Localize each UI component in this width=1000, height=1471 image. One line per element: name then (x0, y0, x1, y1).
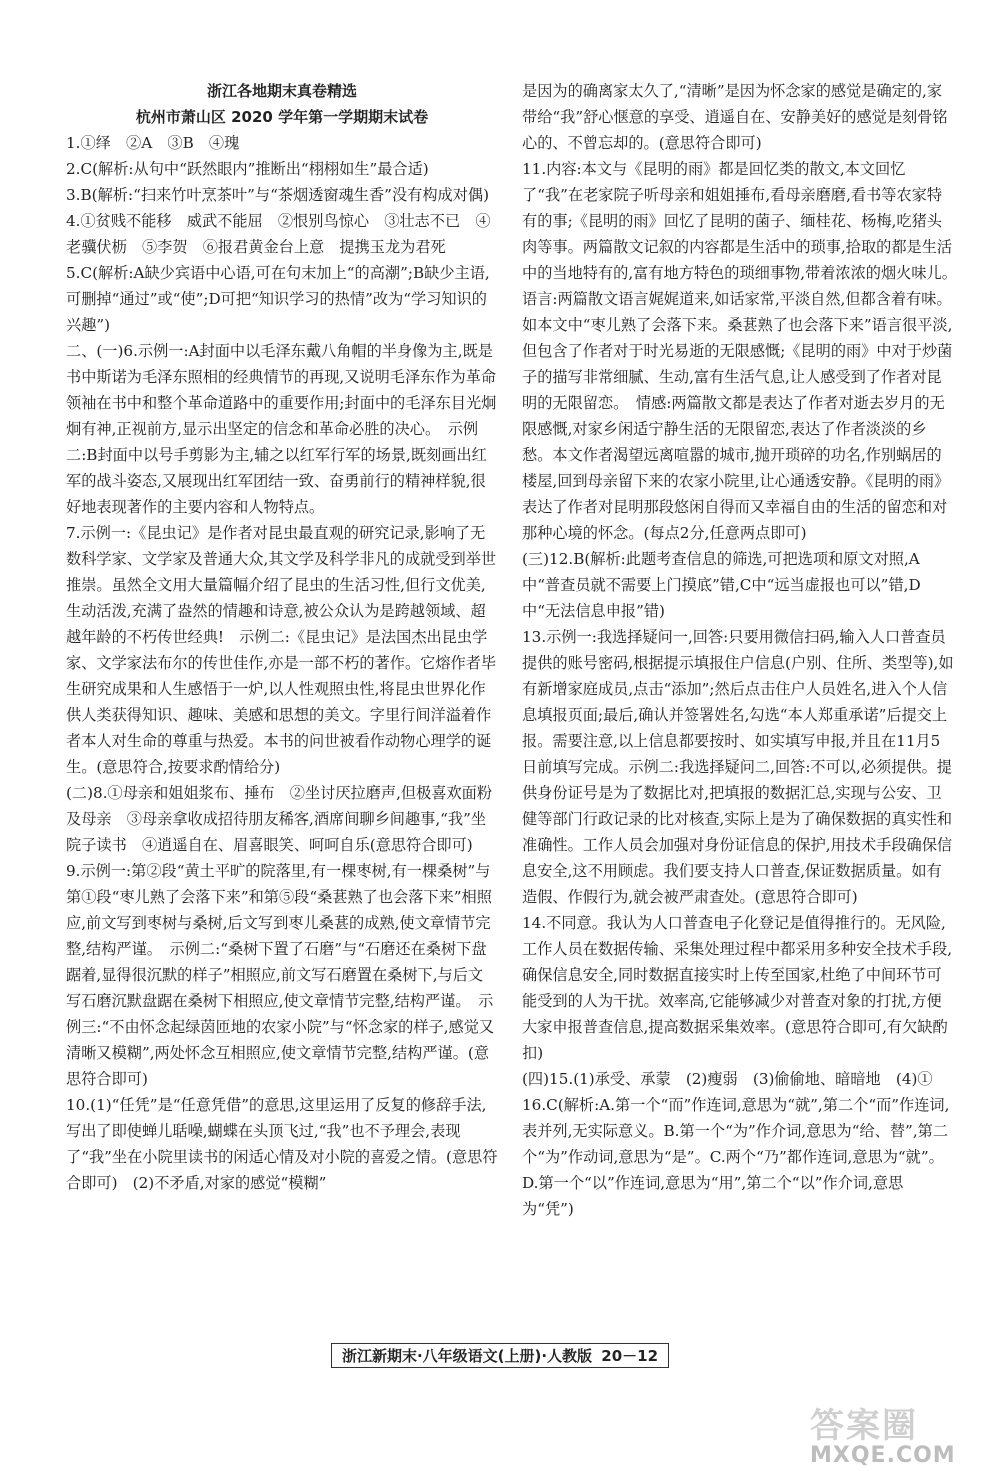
right-column (522, 78, 965, 1222)
answer-item: 1.①绎 ②A ③B ④瑰 (66, 134, 240, 152)
answer-item: 11.内容:本文与《昆明的雨》都是回忆类的散文,本文回忆了“我”在老家院子听母亲和姐姐捶布,看母亲磨磨,看书等农家特有的事;《昆明的雨》回忆了昆明的菌子、缅桂花、杨梅,吃猪头肉等事。两篇散文记叙的内容都是生活中的琐事,拾取的都是生活中的当地特有的,富有地方特色的琐细事物,带着浓浓的烟火味儿。 语言:两篇散文语言娓娓道来,如话家常,平淡自然,但都含着有味。如本文中“枣儿熟了会落下来。桑葚熟了也会落下来”语言很平淡,但包含了作者对于时光易逝的无限感慨;《昆明的雨》中对于炒菌子的描写非常细腻、生动,富有生活气息,让人感受到了作者对昆明的无限留恋。 情感:两篇散文都是表达了作者对逝去岁月的无限感慨,对家乡闲适宁静生活的无限留恋,表达了作者淡淡的乡愁。本文作者渴望远离喧嚣的城市,抛开琐碎的功名,作别蜗居的楼屋,回到母亲留下来的农家小院里,让心通透安静。《昆明的雨》表达了作者对昆明那段悠闲自得而又幸福自由的生活的留恋和对那种心境的怀念。(每点2分,任意两点即可) (522, 160, 965, 542)
answer-item: 2.C(解析:从句中“跃然眼内”推断出“栩栩如生”最合适) (66, 160, 429, 178)
answer-item: 16.C(解析:A.第一个“而”作连词,意思为“就”,第二个“而”作连词,表并列,无实际意义。B.第一个“为”作介词,意思为“给、替”,第二个“为”作动词,意思为“是”。C.两个“乃”都作连词,意思为“就”。D.第一个“以”作连词,意思为“用”,第二个“以”作介词,意思为“凭”) (522, 1096, 950, 1218)
answer-item: (二)8.①母亲和姐姐浆布、捶布 ②坐讨厌拉磨声,但极喜欢面粉及母亲 ③母亲拿收成招待朋友稀客,酒席间聊乡间趣事,“我”坐院子读书 ④逍遥自在、眉喜眼笑、呵呵自乐(意思符合即可) (66, 784, 493, 854)
answer-item: 10.(1)“任凭”是“任意凭借”的意思,这里运用了反复的修辞手法,写出了即使蝉儿聒噪,蝴蝶在头顶飞过,“我”也不予理会,表现了“我”坐在小院里读书的闲适心情及对小院的喜爱之情。(意思符合即可) (2)不矛盾,对家的感觉“模糊” (66, 1096, 498, 1192)
answer-item: 4.①贫贱不能移 威武不能屈 ②恨别鸟惊心 ③壮志不已 ④老骥伏枥 ⑤李贺 ⑥报君黄金台上意 提携玉龙为君死 (66, 212, 491, 256)
watermark-url: MXQE.COM (810, 1443, 956, 1468)
exam-title: 杭州市萧山区 2020 学年第一学期期末试卷 (135, 108, 429, 126)
answer-item: 9.示例一:第②段“黄土平旷的院落里,有一棵枣树,有一棵桑树”与第①段“枣儿熟了会落下来”和第⑤段“桑葚熟了也会落下来”相照应,前文写到枣树与桑树,后文写到枣儿桑葚的成熟,使文章情节完整,结构严谨。 示例二:“桑树下置了石磨”与“石磨还在桑树下盘踞着,显得很沉默的样子”相照应,前文写石磨置在桑树下,与后文写石磨沉默盘踞在桑树下相照应,使文章情节完整,结构严谨。 示例三:“不由怀念起绿茵匝地的农家小院”与“怀念家的样子,感觉又清晰又模糊”,两处怀念互相照应,使文章情节完整,结构严谨。(意思符合即可) (66, 862, 495, 1088)
answer-item: (三)12.B(解析:此题考查信息的筛选,可把选项和原文对照,A中“普查员就不需要上门摸底”错,C中“远当虚报也可以”错,D中“无法信息申报”错) (522, 550, 921, 620)
watermark-logo-text: 答案圈 (810, 1406, 918, 1446)
book-label (331, 1343, 669, 1368)
answer-item: 14.不同意。我认为人口普查电子化登记是值得推行的。无风险,工作人员在数据传输、采集处理过程中都采用多种安全技术手段,确保信息安全,同时数据直接实时上传至国家,杜绝了中间环节可能受到的人为干扰。效率高,它能够减少对普查对象的打扰,方便大家申报普查信息,提高数据采集效率。(意思符合即可,有欠缺酌扣) (522, 914, 953, 1062)
page-footer (0, 1343, 1000, 1368)
book-title: 浙江新期末·八年级语文(上册)·人教版 (341, 1347, 593, 1365)
left-column (66, 78, 498, 1196)
answer-item: 是因为的确离家太久了,“清晰”是因为怀念家的感觉是确定的,家带给“我”舒心惬意的享受、逍遥自在、安静美好的感觉是刻骨铭心的、不曾忘却的。(意思符合即可) (522, 82, 948, 152)
answer-item: 13.示例一:我选择疑问一,回答:只要用微信扫码,输入人口普查员提供的账号密码,根据提示填报住户信息(户别、住所、类型等),如有新增家庭成员,点击“添加”;然后点击住户人员姓名,进入个人信息填报页面;最后,确认并签署姓名,勾选“本人郑重承诺”后提交上报。需要注意,以上信息都要按时、如实填写申报,并且在11月5日前填写完成。示例二:我选择疑问二,回答:不可以,必须提供。提供身份证号是为了数据比对,把填报的数据汇总,实现与公安、卫健等部门行政记录的比对核查,实际上是为了确保数据的真实性和准确性。工作人员会加强对身份证信息的保护,用技术手段确保信息安全,这不用顾虑。我们要支持人口普查,保证数据质量。如有造假、作假行为,就会被严肃查处。(意思符合即可) (522, 628, 954, 906)
section-title: 浙江各地期末真卷精选 (206, 82, 357, 100)
page-number: 20－12 (601, 1347, 659, 1365)
answer-item: 5.C(解析:A缺少宾语中心语,可在句末加上“的高潮”;B缺少主语,可删掉“通过”或“使”;D可把“知识学习的热情”改为“学习知识的兴趣”) (66, 264, 490, 334)
answer-item: (四)15.(1)承受、承蒙 (2)瘦弱 (3)偷偷地、暗暗地 (4)① (522, 1070, 933, 1088)
answer-item: 3.B(解析:“扫来竹叶烹茶叶”与“茶烟透窗魂生香”没有构成对偶) (66, 186, 489, 204)
answer-item: 二、(一)6.示例一:A封面中以毛泽东戴八角帽的半身像为主,既是书中斯诺为毛泽东照相的经典情节的再现,又说明毛泽东作为革命领袖在书中和整个革命道路中的重要作用;封面中的毛泽东目光炯炯有神,正视前方,显示出坚定的信念和革命必胜的决心。 示例二:B封面中以号手剪影为主,辅之以红军行军的场景,既刻画出红军的战斗姿态,又展现出红军团结一致、奋勇前行的精神样貌,很好地表现著作的主要内容和人物特点。 (66, 342, 497, 516)
answer-item: 7.示例一:《昆虫记》是作者对昆虫最直观的研究记录,影响了无数科学家、文学家及普通大众,其文学及科学非凡的成就受到举世推崇。虽然全文用大量篇幅介绍了昆虫的生活习性,但行文优美,生动活泼,充满了盎然的情趣和诗意,被公众认为是跨越领域、超越年龄的不朽传世经典! 示例二:《昆虫记》是法国杰出昆虫学家、文学家法布尔的传世佳作,亦是一部不朽的著作。它熔作者毕生研究成果和人生感悟于一炉,以人性观照虫性,将昆虫世界化作供人类获得知识、趣味、美感和思想的美文。字里行间洋溢着作者本人对生命的尊重与热爱。本书的问世被看作动物心理学的诞生。(意思符合,按要求酌情给分) (66, 524, 497, 776)
watermark-logo (810, 1398, 980, 1468)
